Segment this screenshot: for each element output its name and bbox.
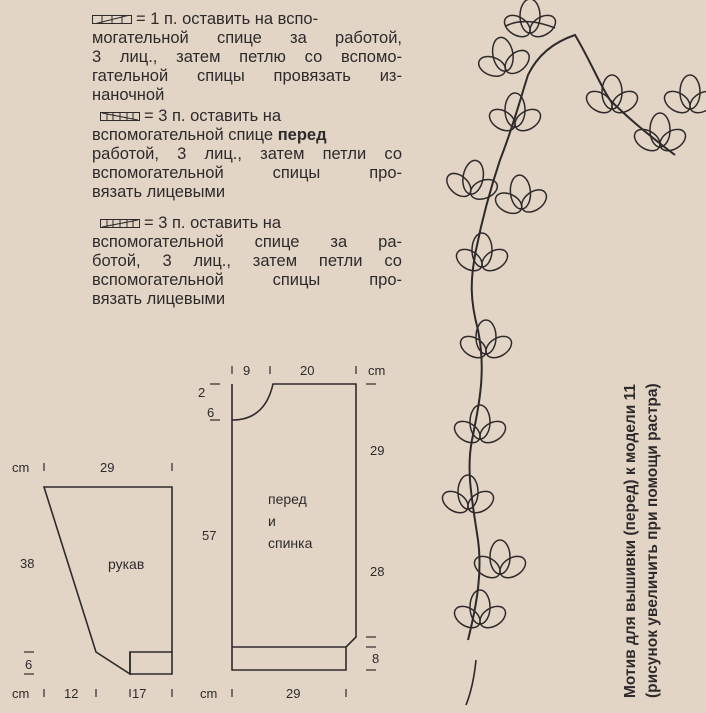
clover-leaf-15	[517, 185, 550, 216]
vine-root	[466, 660, 476, 705]
body-neck-depth-top: 2	[198, 385, 206, 400]
body-middle-height: 28	[370, 564, 385, 579]
clover-leaf-37	[631, 125, 664, 155]
legend-1-line-5: наночной	[92, 86, 165, 104]
legend-3-line-3: ботой, 3 лиц., затем петли со	[92, 252, 402, 270]
sleeve-height: 38	[20, 556, 35, 571]
legend-3-line-5: вязать лицевыми	[92, 290, 226, 308]
clover-leaf-36	[608, 87, 641, 117]
body-upper-height: 29	[370, 443, 385, 458]
body-unit-top: cm	[368, 363, 386, 378]
legend-3-line-2: вспомогательной спице за ра-	[92, 233, 402, 251]
sleeve-unit-bottom: cm	[12, 686, 30, 701]
clover-leaf-31	[451, 602, 484, 632]
sleeve-cuff-height: 6	[25, 657, 33, 672]
clover-leaf-16	[453, 245, 486, 275]
clover-leaf-13	[492, 189, 525, 218]
clover-leaf-19	[457, 332, 490, 362]
body-shoulder-width: 20	[300, 363, 315, 378]
clover-leaf-9	[511, 105, 544, 135]
body-label-line-2: и	[268, 513, 276, 529]
clover-leaf-4	[476, 53, 509, 80]
caption-line-2: (рисунок увеличить при помощи растра)	[644, 383, 661, 698]
legend-1-line-1: = 1 п. оставить на вспо-	[136, 10, 319, 28]
legend-3-line-4: вспомогательной спицы про-	[92, 271, 402, 289]
legend-2-line-5: вязать лицевыми	[92, 183, 226, 201]
legend-3-line-1: = 3 п. оставить на	[144, 214, 282, 232]
legend-1-line-3: 3 лиц., затем петлю со вспомо-	[92, 48, 402, 66]
clover-leaf-28	[471, 552, 504, 582]
clover-leaf-34	[583, 87, 616, 117]
sleeve-top-width: 29	[100, 460, 115, 475]
body-label-line-3: спинка	[268, 535, 313, 551]
legend-2-line-2: вспомогательной спице перед	[92, 126, 327, 144]
legend-1-line-2: могательной спице за работой,	[92, 29, 402, 47]
clover-leaf-30	[496, 552, 529, 582]
body-hem-height: 8	[372, 651, 380, 666]
clover-leaf-39	[656, 125, 689, 155]
clover-leaf-10	[442, 169, 475, 201]
sleeve-bottom-offset: 12	[64, 686, 79, 701]
clover-leaf-21	[482, 332, 515, 362]
body-neck-depth: 6	[207, 405, 215, 420]
clover-leaf-27	[464, 487, 497, 517]
legend-1-line-4: гательной спицы провязать из-	[92, 67, 402, 85]
legend-2-line-1: = 3 п. оставить на	[144, 107, 282, 125]
legend-2-line-4: вспомогательной спицы про-	[92, 164, 402, 182]
clover-leaf-22	[451, 417, 484, 447]
motif-caption	[620, 298, 664, 698]
body-label-line-1: перед	[268, 491, 307, 507]
clover-leaf-24	[476, 417, 509, 447]
clover-leaf-33	[476, 602, 509, 632]
clover-leaf-18	[478, 245, 511, 275]
caption-line-1: Мотив для вышивки (перед) к модели 11	[622, 384, 639, 698]
body-unit-bottom: cm	[200, 686, 218, 701]
sleeve-bottom-width: 17	[132, 686, 147, 701]
legend-2-line-3: работой, 3 лиц., затем петли со	[92, 145, 402, 163]
body-bottom-width: 29	[286, 686, 301, 701]
body-neck-width: 9	[243, 363, 251, 378]
clover-leaf-25	[439, 487, 472, 517]
clover-leaf-1	[501, 11, 534, 41]
legend-2-bold-word: перед	[277, 126, 327, 144]
sleeve-label: рукав	[108, 556, 145, 572]
sleeve-unit-top: cm	[12, 460, 30, 475]
body-total-height: 57	[202, 528, 217, 543]
clover-leaf-40	[661, 87, 694, 117]
clover-leaf-3	[526, 11, 559, 41]
clover-leaf-14	[509, 174, 532, 210]
clover-leaf-7	[486, 105, 519, 135]
